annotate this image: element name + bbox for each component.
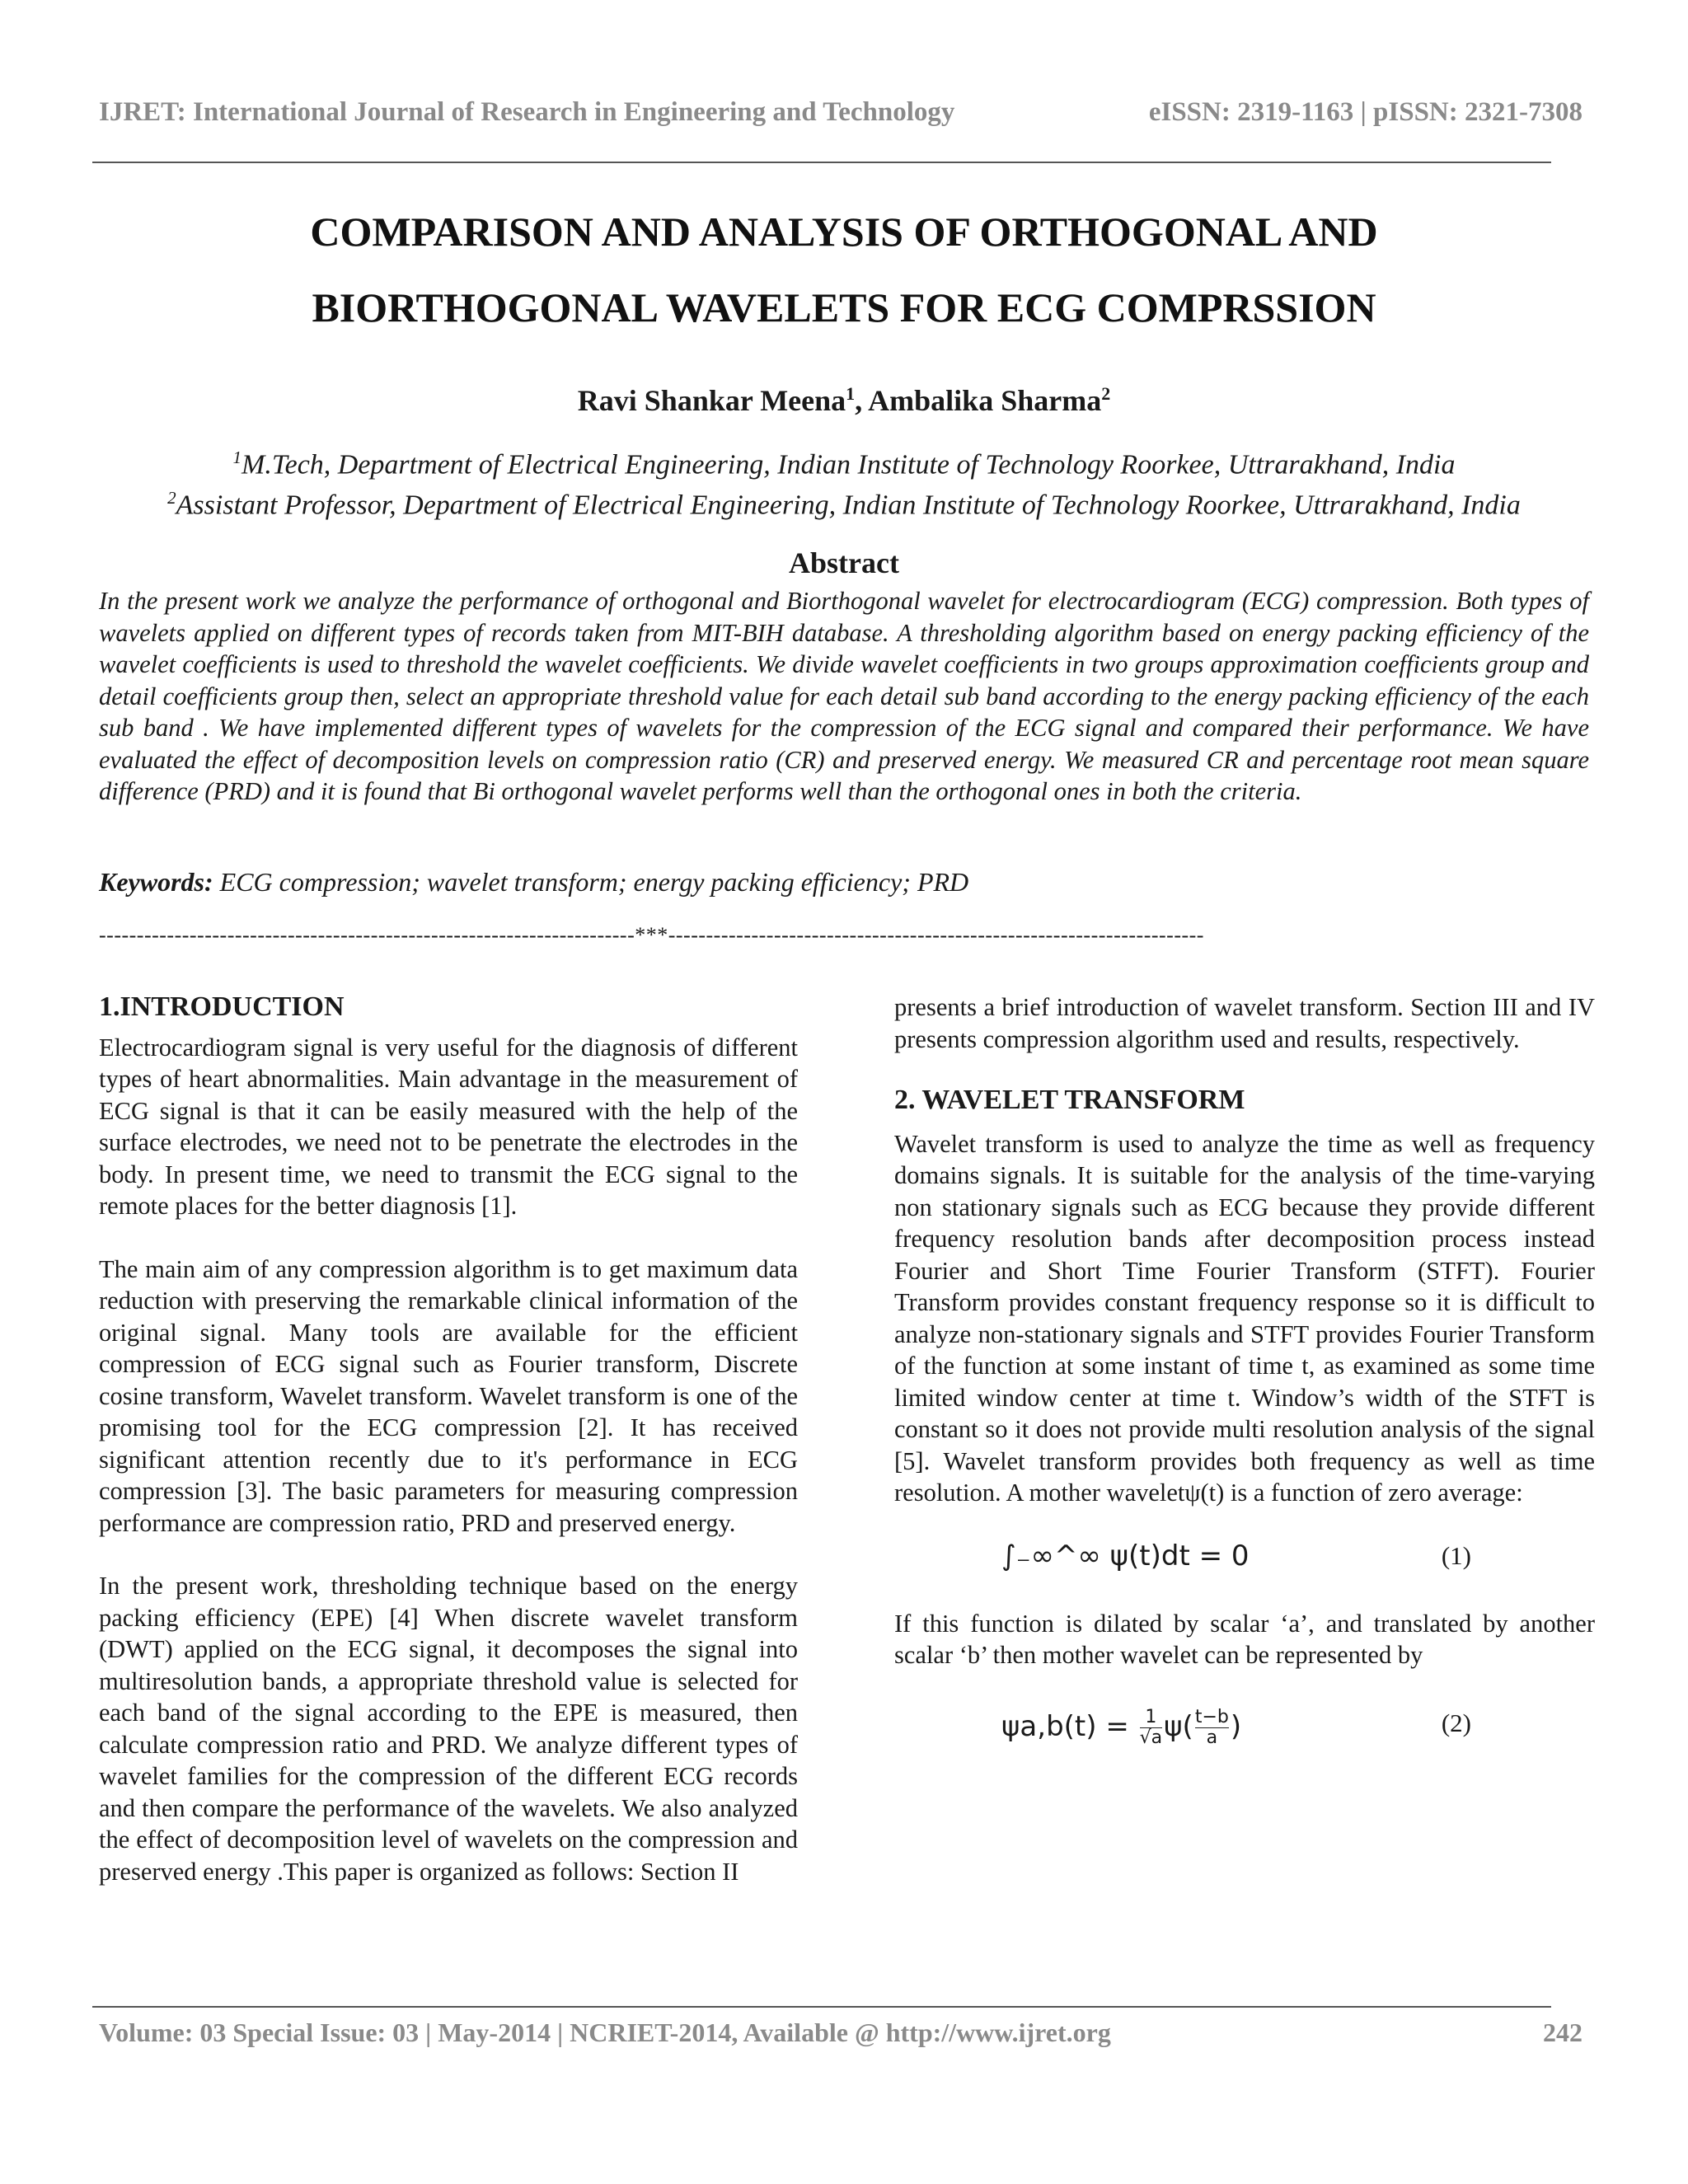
equation-2-fraction-1 <box>1140 1708 1163 1748</box>
wavelet-heading: 2. WAVELET TRANSFORM <box>894 1085 1245 1115</box>
equation-2 <box>894 1708 1595 1760</box>
author-1-sup: 1 <box>846 383 856 404</box>
equation-2-frac2-den: a <box>1195 1727 1229 1748</box>
equation-2-lhs: ψa,b(t) = <box>1001 1709 1138 1743</box>
author-separator: , <box>855 384 869 417</box>
author-list <box>82 383 1606 418</box>
left-column <box>99 991 798 1887</box>
equation-2-end: ) <box>1230 1709 1242 1743</box>
wavelet-paragraph-2: If this function is dilated by scalar ‘a’, and translated by another scalar ‘b’ then mother wavelet can be represented by <box>894 1609 1595 1669</box>
affiliation-2-sup: 2 <box>167 488 176 509</box>
affiliation-1 <box>82 441 1606 481</box>
affiliation-1-text: M.Tech, Department of Electrical Engineering, Indian Institute of Technology Roorkee, Uttrarakhand, India <box>241 449 1456 480</box>
paper-title <box>82 194 1606 345</box>
intro-heading: 1.INTRODUCTION <box>99 991 345 1022</box>
title-line-1: COMPARISON AND ANALYSIS OF ORTHOGONAL AND <box>310 209 1378 255</box>
running-header <box>99 97 1582 130</box>
intro-paragraph-2: The main aim of any compression algorithm is to get maximum data reduction with preserving the remarkable clinical information of the original signal. Many tools are available for the efficient compression of ECG signal such as Fourier transform, Discrete cosine transform, Wavelet transform. Wavelet transform is one of the promising tool for the ECG compression [2]. It has received significant attention recently due to it's performance in ECG compression [3]. The basic parameters for measuring compression performance are compression ratio, PRD and preserved energy. <box>99 1254 798 1537</box>
equation-1-number: (1) <box>1441 1540 1471 1570</box>
equation-2-fraction-2 <box>1195 1708 1229 1748</box>
page-number: 242 <box>1543 2018 1582 2047</box>
wavelet-paragraph-1: Wavelet transform is used to analyze the time as well as frequency domains signals. It is suitable for the analysis of the time-varying non stationary signals such as ECG because they provide different frequency resolution bands after decomposition process instead Fourier and Short Time Fourier Transform (STFT). Fourier Transform provides constant frequency response so it is difficult to analyze non-stationary signals and STFT provides Fourier Transform of the function at some instant of time t, as examined as some time limited window center at time t. Window’s width of the STFT is constant so it does not provide multi resolution analysis of the signal [5]. Wavelet transform provides both frequency as well as time resolution. A mother waveletψ(t) is a function of zero average: <box>894 1129 1595 1507</box>
keywords-text: ECG compression; wavelet transform; energy packing efficiency; PRD <box>213 867 969 897</box>
abstract-body: In the present work we analyze the performance of orthogonal and Biorthogonal wavelet for electrocardiogram (ECG) compression. Both types of wavelets applied on different types of records taken from MIT-BIH database. A thresholding algorithm based on energy packing efficiency of the wavelet coefficients is used to threshold the wavelet coefficients. We divide wavelet coefficients in two groups approximation coefficients group and detail coefficients group then, select an appropriate threshold value for each detail sub band according to the energy packing efficiency of the each sub band . We have implemented different types of wavelets for the compression of the ECG signal and compared their performance. We have evaluated the effect of decomposition levels on compression ratio (CR) and preserved energy. We measured CR and percentage root mean square difference (PRD) and it is found that Bi orthogonal wavelet performs well than the orthogonal ones in both the criteria. <box>99 587 1589 805</box>
title-line-2: BIORTHOGONAL WAVELETS FOR ECG COMPRSSION <box>312 284 1376 330</box>
author-2: Ambalika Sharma <box>868 384 1102 417</box>
equation-2-frac1-num: 1 <box>1145 1706 1157 1727</box>
equation-2-number: (2) <box>1441 1708 1471 1737</box>
abstract-heading: Abstract <box>789 546 899 579</box>
issn-info: eISSN: 2319-1163 | pISSN: 2321-7308 <box>1148 97 1582 127</box>
equation-1-expression: ∫₋∞^∞ ψ(t)dt = 0 <box>1001 1539 1250 1572</box>
equation-2-frac2-num: t−b <box>1194 1706 1229 1727</box>
section-separator: -----------------------------------------------------------------------***----------------------------------------------------------------------- <box>99 923 1204 947</box>
journal-name: IJRET: International Journal of Research in Engineering and Technology <box>99 97 955 127</box>
affiliation-2-text: Assistant Professor, Department of Electrical Engineering, Indian Institute of Technology Roorkee, Uttrarakhand, India <box>176 490 1521 521</box>
affiliation-1-sup: 1 <box>232 448 241 467</box>
equation-2-expression <box>1001 1708 1241 1748</box>
author-2-sup: 2 <box>1101 383 1111 404</box>
keywords <box>99 867 1589 898</box>
intro-paragraph-1: Electrocardiogram signal is very useful for the diagnosis of different types of heart abnormalities. Main advantage in the measurement of ECG signal is that it can be easily measured with the help of the surface electrodes, we need not to be penetrate the electrodes in the body. In present time, we need to transmit the ECG signal to the remote places for the better diagnosis [1]. <box>99 1033 798 1220</box>
footer-rule <box>92 2006 1551 2008</box>
affiliation-2 <box>82 481 1606 522</box>
header-rule <box>92 162 1551 163</box>
equation-2-mid: ψ( <box>1164 1709 1193 1743</box>
author-1: Ravi Shankar Meena <box>577 384 846 417</box>
affiliations <box>82 441 1606 523</box>
keywords-label: Keywords: <box>99 867 213 897</box>
right-column <box>894 991 1595 1760</box>
footer-volume-info: Volume: 03 Special Issue: 03 | May-2014 | NCRIET-2014, Available @ http://www.ijret.org <box>99 2018 1111 2047</box>
running-footer <box>99 2018 1582 2050</box>
intro-paragraph-3: In the present work, thresholding technique based on the energy packing efficiency (EPE) [4] When discrete wavelet transform (DWT) applied on the ECG signal, it decomposes the signal into multiresolution bands, a appropriate threshold value is selected for each band of the signal according to the EPE is measured, then calculate compression ratio and PRD. We analyze different types of wavelet families for the compression of the different ECG records and then compare the performance of the wavelets. We also analyzed the effect of decomposition level of wavelets on the compression and preserved energy .This paper is organized as follows: Section II <box>99 1572 798 1886</box>
equation-2-frac1-den: √a <box>1139 1727 1163 1748</box>
intro-paragraph-4: presents a brief introduction of wavelet transform. Section III and IV presents compression algorithm used and results, respectively. <box>894 993 1595 1053</box>
equation-1 <box>894 1540 1595 1583</box>
